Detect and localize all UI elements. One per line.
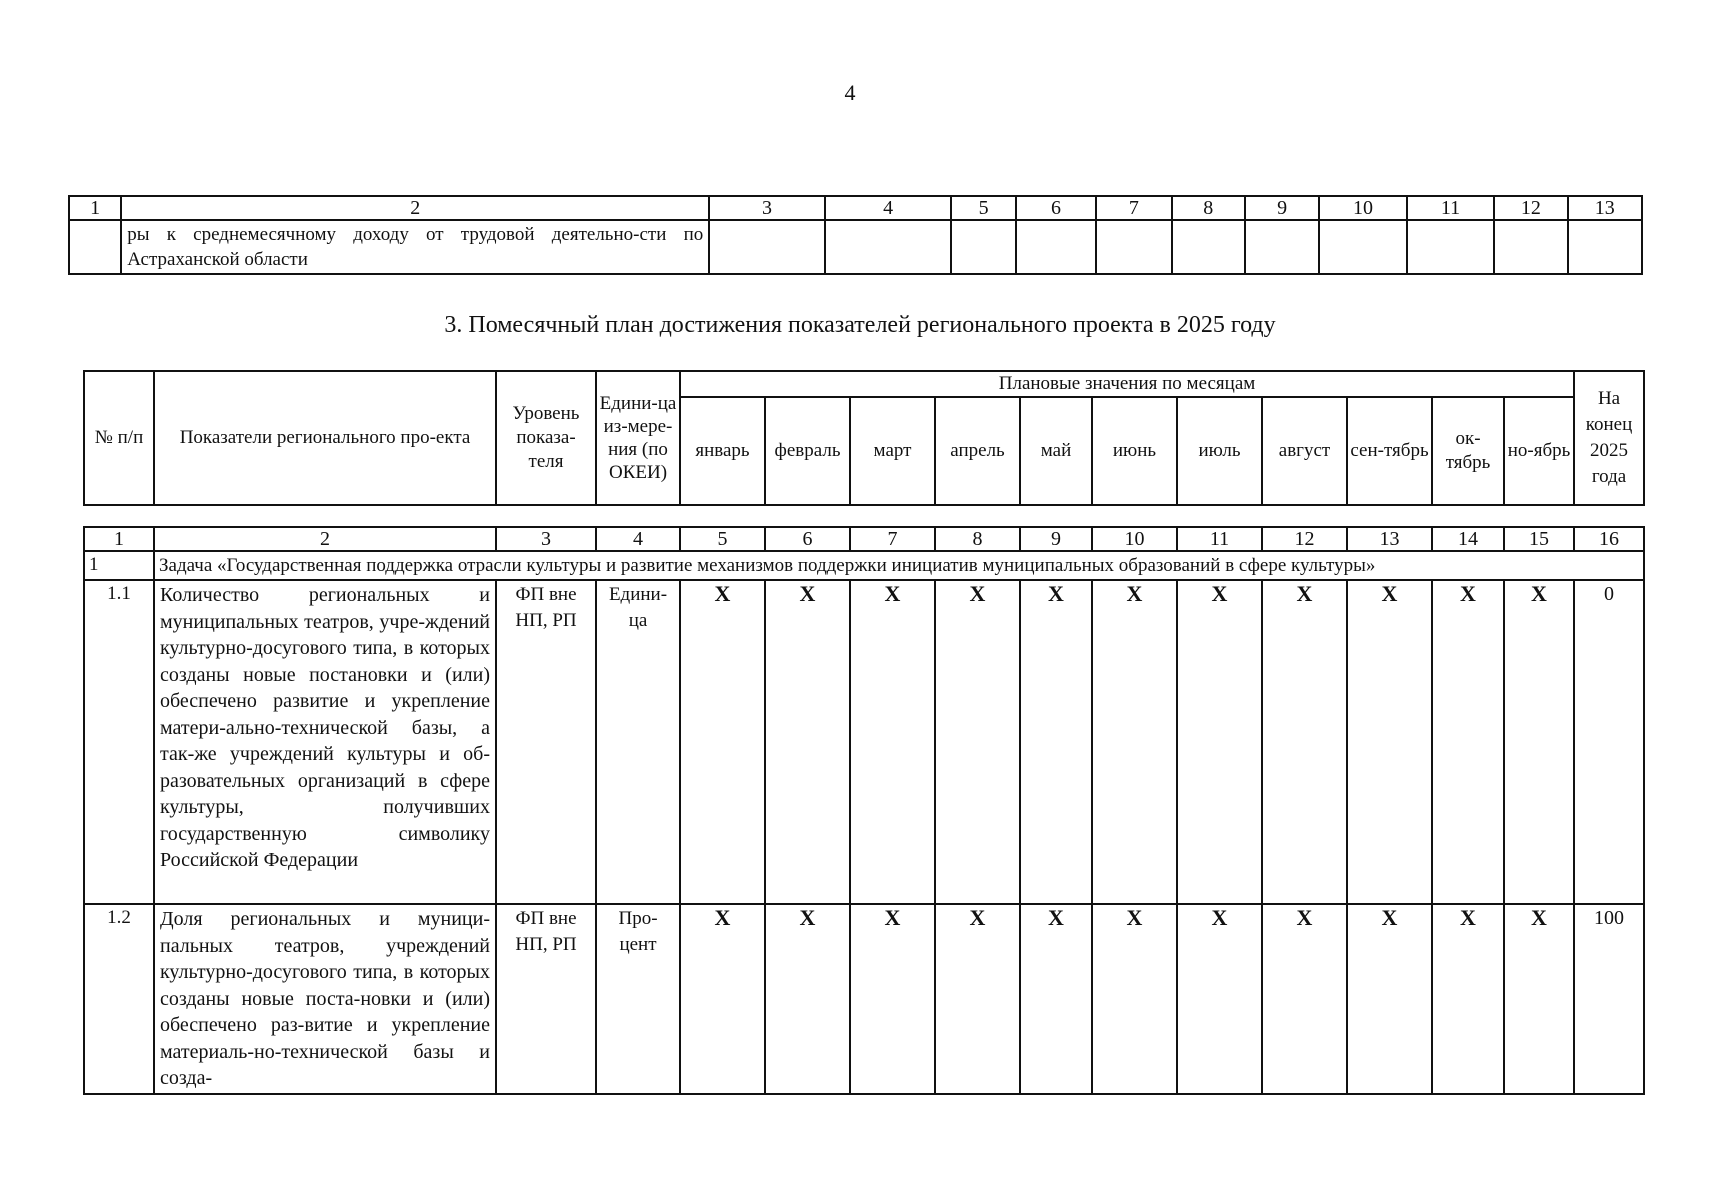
column-number: 10	[1092, 527, 1177, 551]
continued-indicator-text: ры к среднемесячному доходу от трудовой деятельно-сти по Астраханской области	[121, 220, 709, 274]
task-number: 1	[84, 551, 154, 580]
row-number: 1.1	[84, 580, 154, 904]
column-number-row	[69, 196, 1642, 220]
column-number: 11	[1407, 196, 1494, 220]
header-month: март	[850, 397, 935, 505]
month-value: X	[1092, 580, 1177, 904]
month-value: X	[680, 904, 765, 1094]
month-value: X	[1020, 904, 1092, 1094]
column-number: 14	[1432, 527, 1504, 551]
month-value: X	[1504, 580, 1574, 904]
month-value: X	[935, 904, 1020, 1094]
column-number: 13	[1347, 527, 1432, 551]
header-month: апрель	[935, 397, 1020, 505]
month-value: X	[1262, 904, 1347, 1094]
month-value: X	[850, 904, 935, 1094]
column-number: 3	[709, 196, 825, 220]
month-value: X	[765, 904, 850, 1094]
month-value: X	[1432, 580, 1504, 904]
main-table	[83, 526, 1645, 1095]
column-number: 11	[1177, 527, 1262, 551]
column-number: 7	[1096, 196, 1171, 220]
column-number: 3	[496, 527, 596, 551]
column-number: 13	[1568, 196, 1642, 220]
header-level: Уровень показа-теля	[496, 371, 596, 505]
unit: Едини-ца	[596, 580, 680, 904]
column-number: 9	[1245, 196, 1319, 220]
header-planned-values: Плановые значения по месяцам	[680, 371, 1574, 397]
month-value: X	[850, 580, 935, 904]
header-month: февраль	[765, 397, 850, 505]
task-text: Задача «Государственная поддержка отрасли культуры и развитие механизмов поддержки инициатив муниципальных образований в сфере культуры»	[154, 551, 1644, 580]
header-month: июнь	[1092, 397, 1177, 505]
column-number-row	[84, 527, 1644, 551]
header-month: ок-тябрь	[1432, 397, 1504, 505]
end-of-year-value: 0	[1574, 580, 1644, 904]
indicator-level: ФП вне НП, РП	[496, 580, 596, 904]
month-value: X	[1177, 580, 1262, 904]
column-number: 5	[680, 527, 765, 551]
table-row	[69, 220, 1642, 274]
continued-table	[68, 195, 1643, 275]
column-number: 12	[1262, 527, 1347, 551]
table-row	[84, 904, 1644, 1094]
header-month: июль	[1177, 397, 1262, 505]
column-number: 10	[1319, 196, 1406, 220]
indicator-text: Количество региональных и муниципальных театров, учре-ждений культурно-досугового типа, в которых созданы новые постановки и (или) обеспечено развитие и укрепление матери-ально-технической базы, а так-же учреждений культуры и об-разовательных организаций в сфере культуры, получивших государственную символику Российской Федерации	[154, 580, 496, 904]
month-value: X	[1432, 904, 1504, 1094]
indicator-text: Доля региональных и муници-пальных театров, учреждений культурно-досугового типа, в которых созданы новые поста-новки и (или) обеспечено раз-витие и укрепление материаль-но-технической базы и созда-	[154, 904, 496, 1094]
row-number: 1.2	[84, 904, 154, 1094]
end-of-year-value: 100	[1574, 904, 1644, 1094]
month-value: X	[935, 580, 1020, 904]
column-number: 7	[850, 527, 935, 551]
unit: Про-цент	[596, 904, 680, 1094]
column-number: 6	[1016, 196, 1096, 220]
header-month: сен-тябрь	[1347, 397, 1432, 505]
column-number: 6	[765, 527, 850, 551]
month-value: X	[765, 580, 850, 904]
indicator-level: ФП вне НП, РП	[496, 904, 596, 1094]
column-number: 15	[1504, 527, 1574, 551]
section-title: 3. Помесячный план достижения показателей регионального проекта в 2025 году	[444, 312, 1276, 338]
month-value: X	[1262, 580, 1347, 904]
column-number: 2	[121, 196, 709, 220]
month-value: X	[680, 580, 765, 904]
column-number: 1	[69, 196, 121, 220]
header-month: январь	[680, 397, 765, 505]
month-value: X	[1020, 580, 1092, 904]
month-value: X	[1347, 580, 1432, 904]
header-month: август	[1262, 397, 1347, 505]
header-unit: Едини-ца из-мере-ния (по ОКЕИ)	[596, 371, 680, 505]
month-value: X	[1177, 904, 1262, 1094]
column-number: 8	[935, 527, 1020, 551]
page-number: 4	[844, 80, 856, 105]
header-month: май	[1020, 397, 1092, 505]
column-number: 5	[951, 196, 1015, 220]
month-value: X	[1347, 904, 1432, 1094]
column-number: 12	[1494, 196, 1567, 220]
header-indicator: Показатели регионального про-екта	[154, 371, 496, 505]
column-number: 9	[1020, 527, 1092, 551]
column-number: 4	[825, 196, 952, 220]
table-header	[83, 370, 1645, 506]
column-number: 2	[154, 527, 496, 551]
column-number: 1	[84, 527, 154, 551]
column-number: 16	[1574, 527, 1644, 551]
month-value: X	[1504, 904, 1574, 1094]
header-month: но-ябрь	[1504, 397, 1574, 505]
column-number: 8	[1172, 196, 1245, 220]
header-num: № п/п	[84, 371, 154, 505]
header-end-of-year: На конец 2025 года	[1574, 371, 1644, 505]
column-number: 4	[596, 527, 680, 551]
table-row	[84, 580, 1644, 904]
task-row	[84, 551, 1644, 580]
month-value: X	[1092, 904, 1177, 1094]
